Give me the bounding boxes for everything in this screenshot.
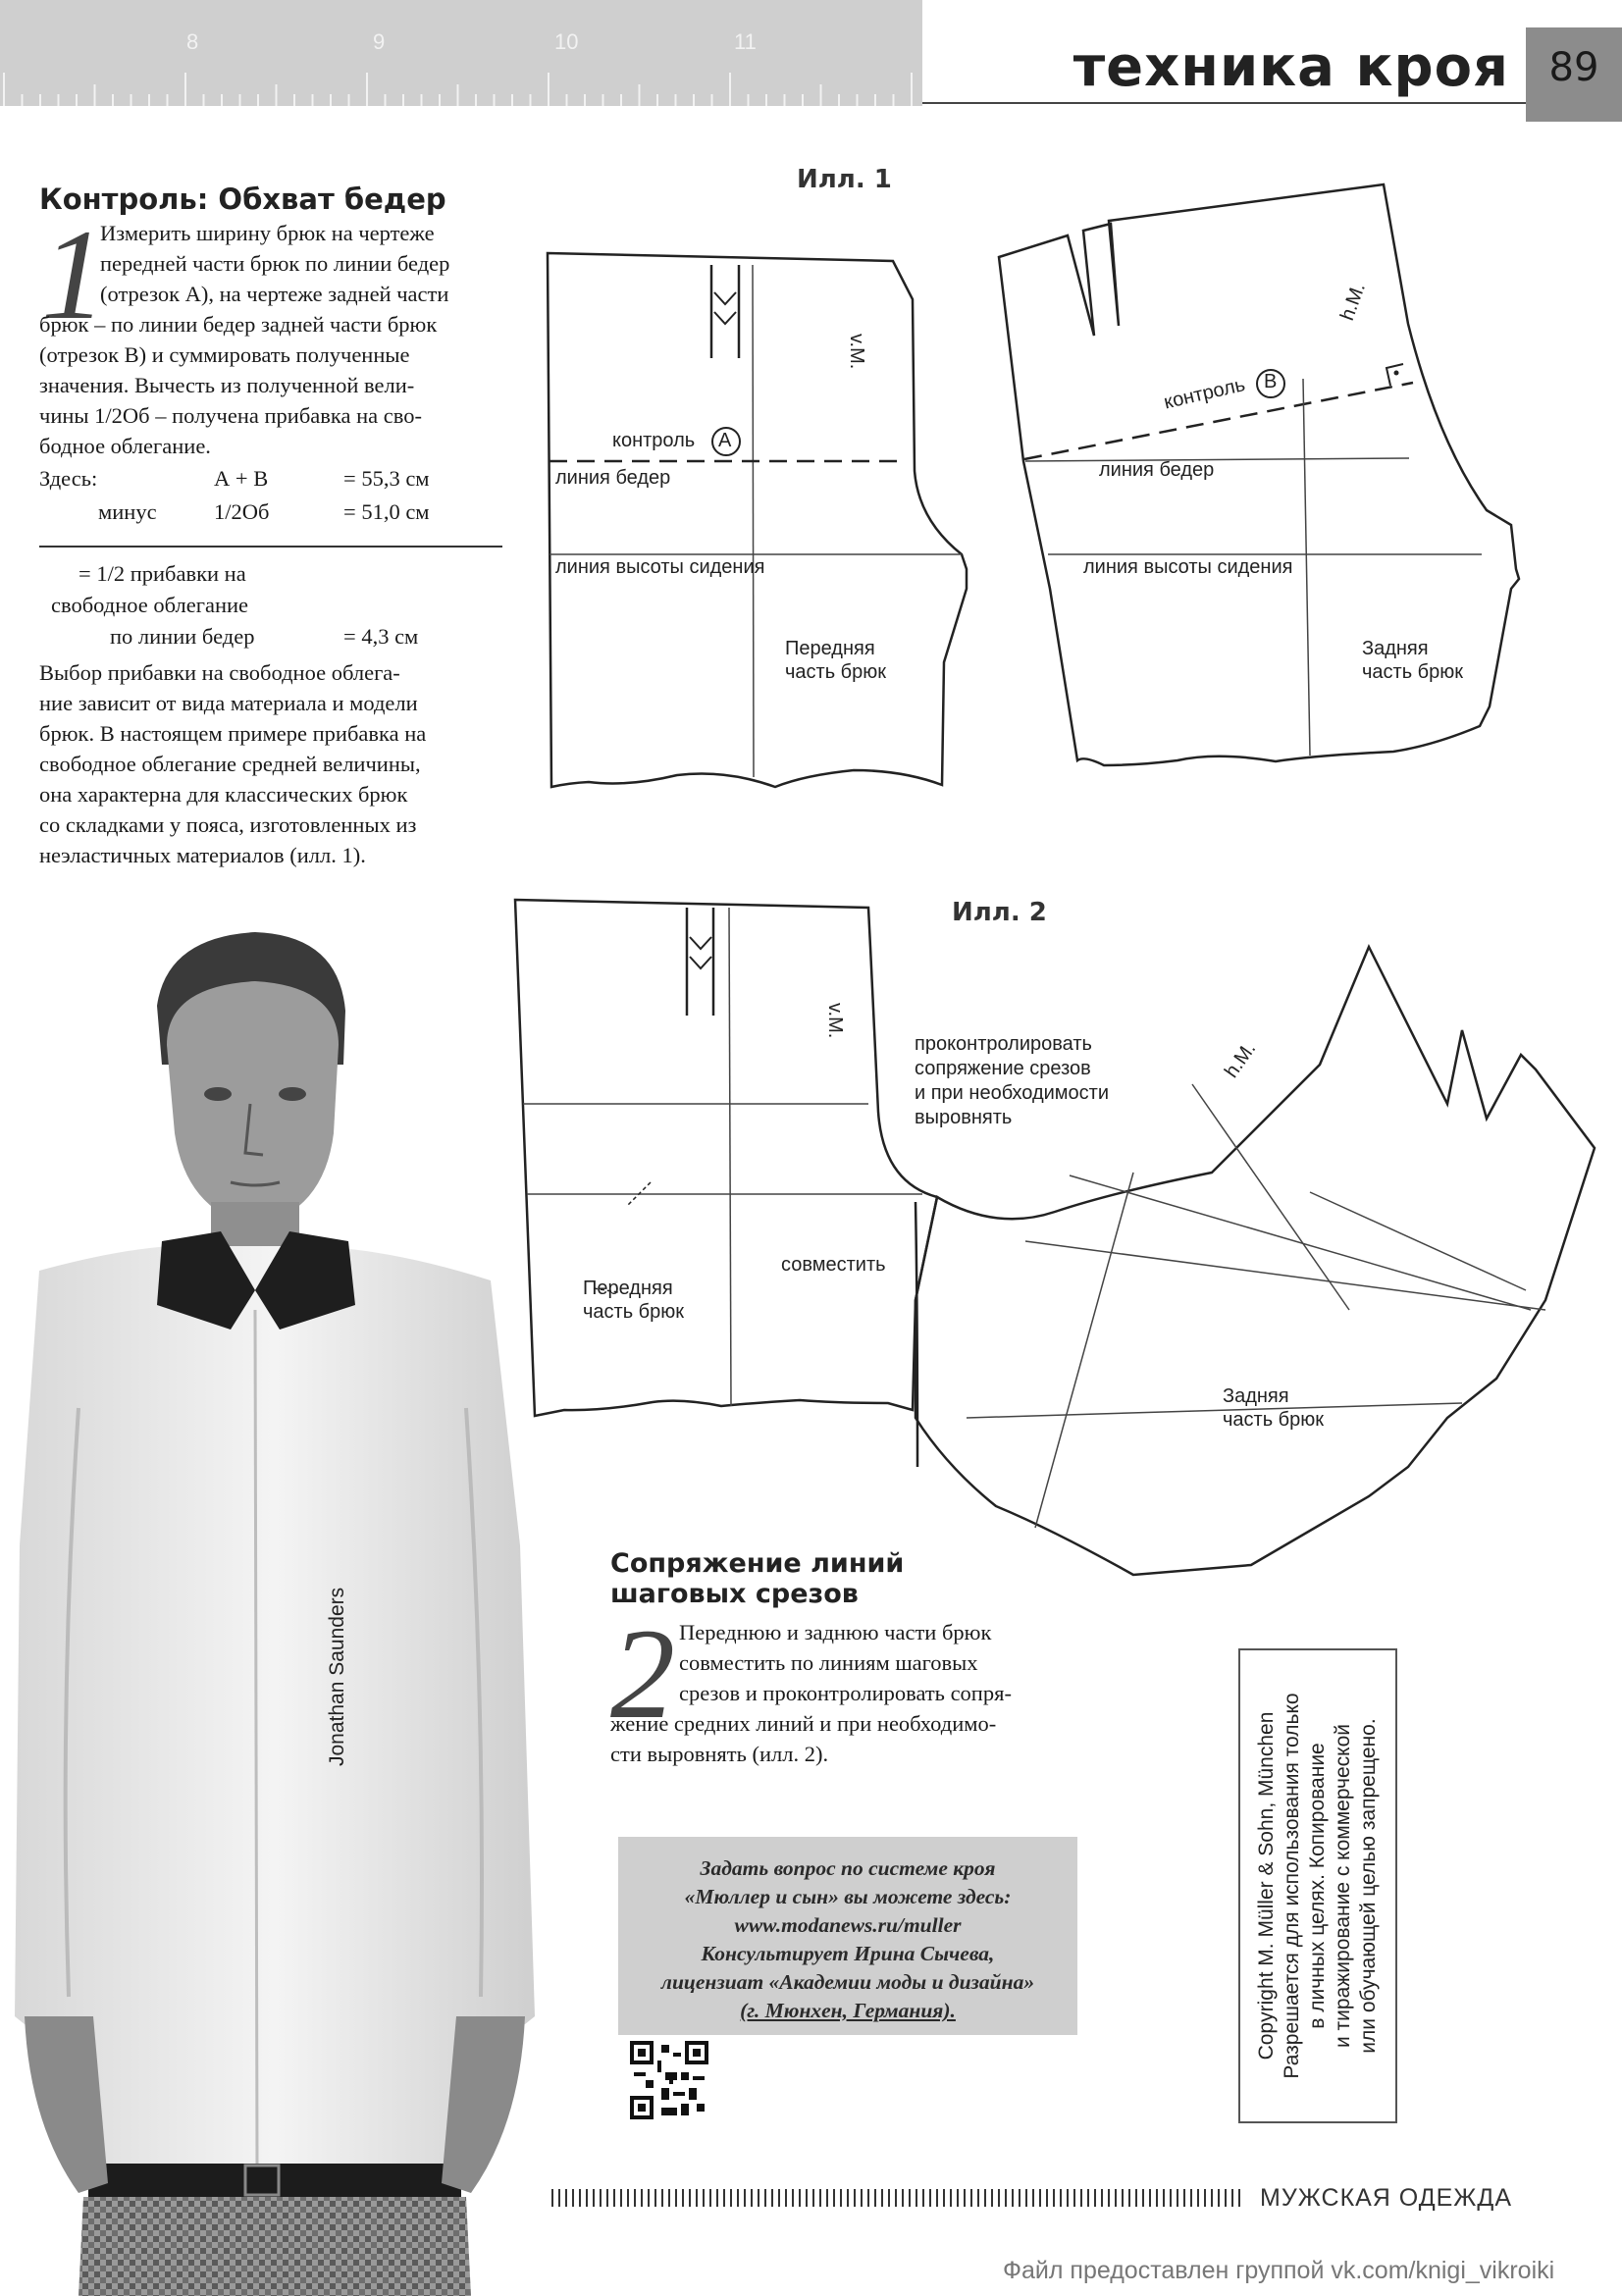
footer-bar-stripe [1019,2189,1020,2207]
footer-bar-stripe [723,2189,725,2207]
copyright-line: или обучающей целью запрещено. [1357,1718,1380,2054]
footer-bar-stripe [751,2189,753,2207]
footer-bar-stripe [840,2189,842,2207]
belt [88,2164,461,2197]
footer-bar-stripe [1025,2189,1027,2207]
footer-bar-stripe [634,2189,636,2207]
footer-bar-stripe [758,2189,759,2207]
ruler-number: 9 [373,29,386,54]
footer-bar-stripe [867,2189,869,2207]
text-line: со складками у пояса, изготовленных из [39,812,417,837]
back-side-mark: h.M. [1336,280,1370,324]
footer-bar-stripe [551,2189,553,2207]
heading-line: Сопряжение линий [610,1548,905,1579]
footer-bar-stripe [1218,2189,1220,2207]
text-line: Измерить ширину брюк на чертеже [100,221,435,245]
text-line: Переднюю и заднюю части брюк [679,1620,992,1644]
note-line: сопряжение срезов [915,1058,1091,1079]
header-ruler-band [0,0,922,106]
footer-bar-stripe [970,2189,972,2207]
info-line: (г. Мюнхен, Германия). [740,1999,956,2022]
info-line: Задать вопрос по системе кроя [700,1856,996,1880]
front-piece-label: Передняя [785,638,875,659]
text-line: (отрезок А), на чертеже задней части [100,282,449,306]
info-line: Консультирует Ирина Сычева, [701,1942,995,1965]
text-line: (отрезок В) и суммировать полученные [39,342,410,367]
footer-bar-stripe [1053,2189,1055,2207]
footer-bar-stripe [709,2189,711,2207]
footer-bar-stripe [1163,2189,1165,2207]
footer-bar-stripe [1039,2189,1041,2207]
heading-line: шаговых срезов [610,1579,859,1609]
footer-bar-stripe [812,2189,814,2207]
footer-bar-stripe [1170,2189,1172,2207]
illustration2-diagram [505,888,1619,1619]
text-line: жение средних линий и при необходимо- [610,1711,997,1736]
text-line: совместить по линиям шаговых [679,1650,978,1675]
footer-bar-stripe [1204,2189,1206,2207]
back2-piece-label: Задняя [1223,1385,1289,1407]
footer-bar-stripe [977,2189,979,2207]
footer-bar-stripe [895,2189,897,2207]
calc-row-label: минус [98,499,157,524]
footer-bar-stripe [689,2189,691,2207]
footer-barcode-strip [549,2189,1246,2207]
copyright-line: в личных целях. Копирование [1306,1743,1329,2029]
face [167,981,339,1226]
front-seat-line-label: линия высоты сидения [555,556,765,578]
copyright-box [1238,1648,1397,2123]
check-note [915,1032,1109,1130]
calc-row-expr: А + В [214,466,269,491]
footer-section-label: МУЖСКАЯ ОДЕЖДА [1260,2184,1512,2212]
footer-bar-stripe [572,2189,574,2207]
footer-bar-stripe [847,2189,849,2207]
section2-heading [610,1548,904,1609]
footer-bar-stripe [1032,2189,1034,2207]
footer-bar-stripe [991,2189,993,2207]
ruler-number: 8 [186,29,199,54]
note-line: проконтролировать [915,1033,1092,1055]
section-title: техника кроя [1073,35,1509,99]
footer-bar-stripe [579,2189,581,2207]
footer-bar-stripe [861,2189,863,2207]
text-line: Выбор прибавки на свободное облега- [39,660,400,685]
back-seat-line-label: линия высоты сидения [1083,556,1293,578]
footer-bar-stripe [586,2189,588,2207]
footer-bar-stripe [606,2189,608,2207]
footer-bar-stripe [682,2189,684,2207]
text-line: бодное облегание. [39,434,211,458]
copyright-line: Разрешается для использования только [1281,1693,1303,2079]
section1-dropcap: 1 [41,202,106,346]
qr-code-icon[interactable] [630,2041,708,2119]
footer-bar-stripe [909,2189,911,2207]
footer-bar-stripe [936,2189,938,2207]
note-line: и при необходимости [915,1082,1109,1104]
page-number: 89 [1548,45,1599,90]
section1-paragraph1 [39,218,502,461]
ruler-number: 11 [734,29,757,54]
back-piece-label: часть брюк [1362,661,1464,683]
footer-bar-stripe [1211,2189,1213,2207]
text-line: она характерна для классических брюк [39,782,408,807]
footer-bar-stripe [984,2189,986,2207]
footer-bar-stripe [1060,2189,1062,2207]
front-control-mark: A [718,430,732,451]
back-grain-line [1303,379,1310,756]
footer-bar-stripe [1005,2189,1007,2207]
footer-bar-stripe [957,2189,959,2207]
pleat-arrows [714,292,736,324]
footer-bar-stripe [1183,2189,1185,2207]
front-piece-label: часть брюк [785,661,887,683]
text-line: ние зависит от вида материала и модели [39,691,418,715]
footer-bar-stripe [730,2189,732,2207]
footer-bar-stripe [1177,2189,1178,2207]
footer-bar-stripe [1135,2189,1137,2207]
footer-bar-stripe [998,2189,1000,2207]
footer-bar-stripe [1156,2189,1158,2207]
footer-bar-stripe [1128,2189,1130,2207]
footer-bar-stripe [778,2189,780,2207]
footer-bar-stripe [764,2189,766,2207]
footer-bar-stripe [613,2189,615,2207]
footer-bar-stripe [1225,2189,1227,2207]
footer-bar-stripe [964,2189,966,2207]
footer-bar-stripe [737,2189,739,2207]
copyright-text [1240,1650,1395,2121]
footer-bar-stripe [799,2189,801,2207]
footer-bar-stripe [1149,2189,1151,2207]
footer-bar-stripe [1046,2189,1048,2207]
text-line: брюк. В настоящем примере прибавка на [39,721,427,746]
footer-bar-stripe [881,2189,883,2207]
front-piece-outline [548,253,967,787]
footer-bar-stripe [1122,2189,1124,2207]
footer-bar-stripe [1101,2189,1103,2207]
calc-result-line: свободное облегание [51,593,249,617]
model-photo [0,917,549,2296]
calc-row-value: = 51,0 см [343,499,430,524]
header-rule [922,102,1609,104]
illustration1-diagram [530,177,1619,814]
footer-bar-stripe [826,2189,828,2207]
front2-piece-label: Передняя [583,1278,673,1299]
footer-bar-stripe [874,2189,876,2207]
front-hip-line-label: линия бедер [555,467,671,489]
ruler-number: 10 [554,29,579,54]
footer-bar-stripe [1094,2189,1096,2207]
footer-bar-stripe [661,2189,663,2207]
footer-bar-stripe [565,2189,567,2207]
calc-result-line: = 1/2 прибавки на [78,561,246,586]
footer-bar-stripe [1108,2189,1110,2207]
footer-bar-stripe [1231,2189,1233,2207]
trousers [78,2197,471,2296]
text-line: срезов и проконтролировать сопря- [679,1681,1012,1705]
footer-bar-stripe [668,2189,670,2207]
back2-piece-label: часть брюк [1223,1409,1325,1431]
calc-row-expr: 1/2Об [214,499,270,524]
copyright-line: и тиражирование с коммерческой [1332,1724,1354,2049]
footer-bar-stripe [558,2189,560,2207]
footer-bar-stripe [744,2189,746,2207]
section2-dropcap: 2 [610,1601,675,1746]
calc-row-label: Здесь: [39,466,98,491]
footer-bar-stripe [1087,2189,1089,2207]
text-line: брюк – по линии бедер задней части брюк [39,312,438,337]
front-piece2-outline [515,900,937,1416]
footer-bar-stripe [806,2189,808,2207]
footer-bar-stripe [696,2189,698,2207]
back-hip-line [1025,458,1409,461]
footer-bar-stripe [1238,2189,1240,2207]
combine-label: совместить [781,1254,886,1276]
section2-paragraph [610,1617,1075,1769]
section1-heading: Контроль: Обхват бедер [39,183,446,216]
footer-bar-stripe [1073,2189,1075,2207]
info-url-link[interactable]: www.modanews.ru/muller [734,1913,962,1937]
back-hip-line-label: линия бедер [1099,459,1215,481]
footer-bar-stripe [902,2189,904,2207]
illustration1-title: Илл. 1 [797,165,892,194]
photo-credit: Jonathan Saunders [326,1587,348,1766]
footer-bar-stripe [641,2189,643,2207]
footer-bar-stripe [929,2189,931,2207]
footer-bar-stripe [785,2189,787,2207]
consultation-box [618,1837,1077,2035]
footer-bar-stripe [1197,2189,1199,2207]
front2-side-mark: v.M. [824,1003,846,1039]
footer-bar-stripe [888,2189,890,2207]
footer-bar-stripe [675,2189,677,2207]
footer-bar-stripe [916,2189,917,2207]
footer-bar-stripe [1190,2189,1192,2207]
footer-bar-stripe [593,2189,595,2207]
footer-bar-stripe [627,2189,629,2207]
front-side-mark: v.M. [846,334,867,370]
section1-paragraph2 [39,657,502,870]
footer-bar-stripe [1142,2189,1144,2207]
front-grain-line [753,265,754,777]
footer-bar-stripe [1067,2189,1069,2207]
calc-result-line: по линии бедер [110,624,255,649]
footer-bar-stripe [600,2189,602,2207]
back-piece-label: Задняя [1362,638,1429,659]
back2-side-mark: h.M. [1221,1038,1261,1082]
footer-bar-stripe [654,2189,656,2207]
consultation-text [618,1854,1077,2025]
footer-bar-stripe [819,2189,821,2207]
text-line: передней части брюк по линии бедер [100,251,450,276]
back-control-mark: B [1264,371,1278,392]
footer-bar-stripe [648,2189,650,2207]
footer-bar-stripe [922,2189,924,2207]
calc-result-value: = 4,3 см [343,624,419,649]
text-line: чины 1/2Об – получена прибавка на сво- [39,403,422,428]
back-control-label: контроль [1162,374,1247,414]
front-control-label: контроль [612,430,696,451]
info-line: «Мюллер и сын» вы можете здесь: [684,1885,1012,1908]
illustration2-title: Илл. 2 [952,898,1047,927]
watermark: Файл предоставлен группой vk.com/knigi_vikroiki [1003,2257,1555,2284]
text-line: значения. Вычесть из полученной вели- [39,373,415,397]
footer-bar-stripe [703,2189,705,2207]
footer-bar-stripe [771,2189,773,2207]
text-line: сти выровнять (илл. 2). [610,1742,829,1766]
note-line: выровнять [915,1107,1013,1128]
copyright-line: Copyright M. Müller & Sohn, München [1255,1711,1278,2061]
footer-bar-stripe [943,2189,945,2207]
footer-bar-stripe [716,2189,718,2207]
footer-bar-stripe [833,2189,835,2207]
footer-bar-stripe [792,2189,794,2207]
footer-bar-stripe [620,2189,622,2207]
footer-bar-stripe [1115,2189,1117,2207]
front2-piece-label: часть брюк [583,1301,685,1323]
footer-bar-stripe [950,2189,952,2207]
footer-bar-stripe [1080,2189,1082,2207]
ruler-ticks [0,73,922,106]
info-line: лицензиат «Академии моды и дизайна» [660,1970,1035,1994]
calc-divider [39,546,502,548]
footer-bar-stripe [1012,2189,1014,2207]
text-line: свободное облегание средней величины, [39,752,421,776]
text-line: неэластичных материалов (илл. 1). [39,843,366,867]
calc-row-value: = 55,3 см [343,466,430,491]
footer-bar-stripe [854,2189,856,2207]
page-number-box [1526,27,1622,122]
